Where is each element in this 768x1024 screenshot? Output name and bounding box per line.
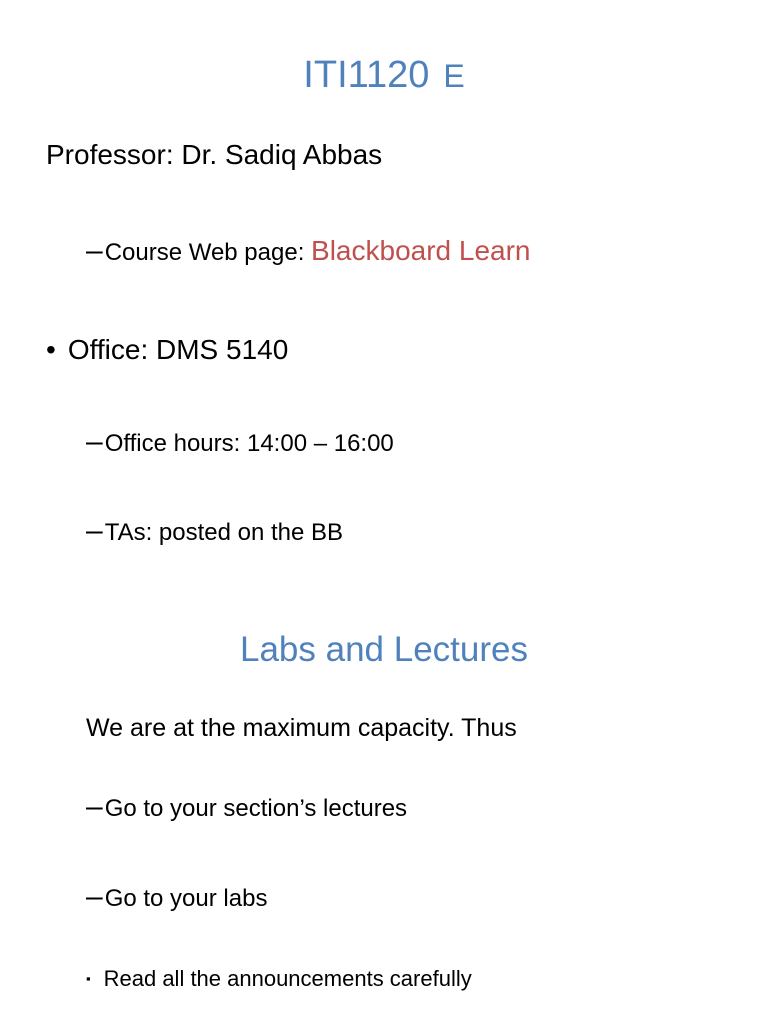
lectures-text: Go to your section’s lectures <box>104 795 408 822</box>
dash-bullet: – <box>86 880 103 913</box>
lectures-item <box>86 792 407 822</box>
course-section: E <box>443 58 465 94</box>
announcements-text: Read all the announcements carefully <box>103 966 472 991</box>
office-text: Office: DMS 5140 <box>67 334 289 365</box>
dash-bullet: – <box>86 790 103 823</box>
square-bullet-icon: ▪ <box>86 971 91 986</box>
round-bullet: • <box>46 334 56 365</box>
office-hours-text: Office hours: 14:00 – 16:00 <box>104 430 394 457</box>
course-code: ITI1120 <box>303 54 430 96</box>
web-page-label: Course Web page: <box>104 239 312 266</box>
labs-text: Go to your labs <box>104 885 268 912</box>
labs-item <box>86 882 267 912</box>
announcements-item <box>86 968 472 990</box>
dash-bullet: – <box>86 514 103 547</box>
office-item <box>46 336 288 364</box>
tas-item <box>86 516 343 546</box>
tas-text: TAs: posted on the BB <box>104 519 344 546</box>
dash-bullet: – <box>86 234 103 267</box>
course-web-page-item <box>86 236 531 266</box>
dash-bullet: – <box>86 425 103 458</box>
labs-lectures-title: Labs and Lectures <box>240 630 528 669</box>
capacity-text: We are at the maximum capacity. Thus <box>86 714 517 742</box>
office-hours-item <box>86 427 394 457</box>
blackboard-learn-link[interactable]: Blackboard Learn <box>311 235 531 266</box>
course-title <box>0 56 768 94</box>
professor-line: Professor: Dr. Sadiq Abbas <box>46 139 383 170</box>
